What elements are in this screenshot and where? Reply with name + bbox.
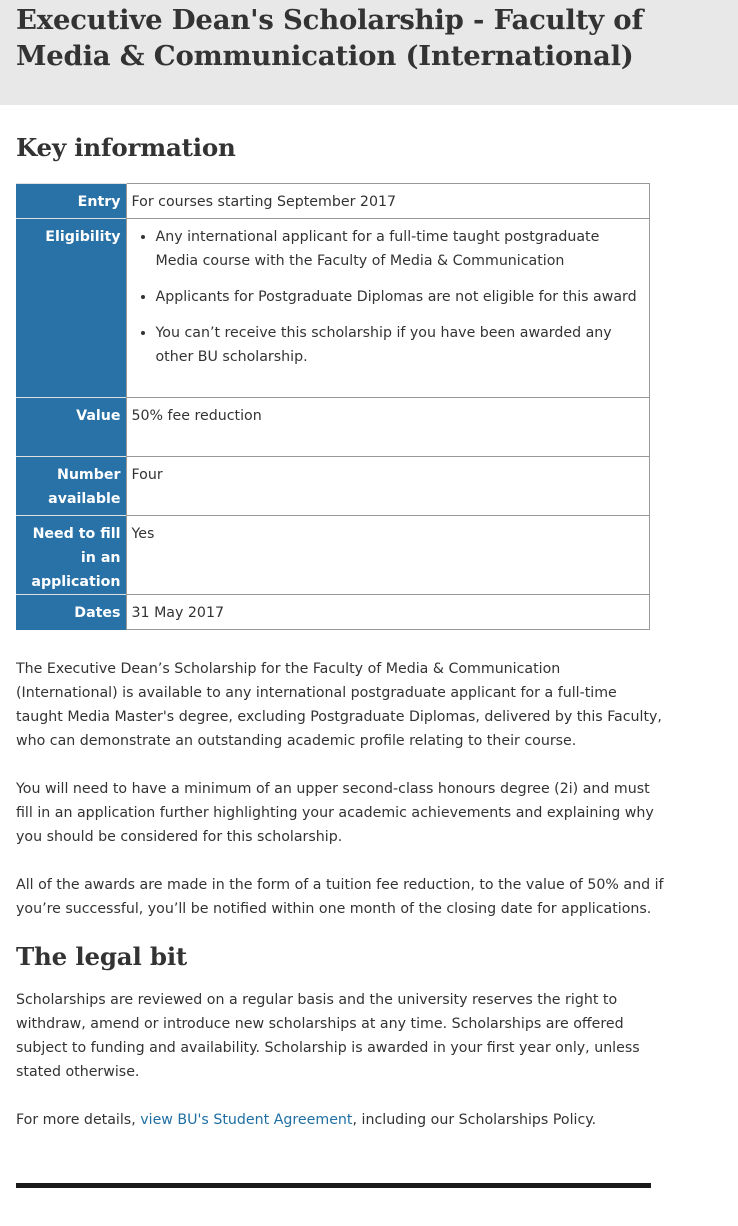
value-label: Value: [16, 398, 126, 457]
number-available-value: Four: [126, 457, 650, 516]
application-value: Yes: [126, 516, 650, 595]
legal-heading: The legal bit: [16, 942, 188, 971]
application-label: Need to fill in an application: [16, 516, 126, 595]
awards-paragraph: All of the awards are made in the form of a tuition fee reduction, to the value of 50% and if you’re successful, you’ll be notified within one month of the closing date for applications.: [16, 877, 664, 917]
table-row-number-available: [16, 457, 650, 516]
footer-divider: [16, 1183, 651, 1188]
description-paragraph: The Executive Dean’s Scholarship for the Faculty of Media & Communication (International) is available to any international postgraduate applicant for a full-time taught Media Master's degree, excluding Postgraduate Diplomas, delivered by this Faculty, who can demonstrate an outstanding academic profile relating to their course.: [16, 661, 662, 749]
list-item: • Applicants for Postgraduate Diplomas are not eligible for this award: [156, 285, 645, 309]
student-agreement-link[interactable]: view BU's Student Agreement: [140, 1112, 353, 1128]
requirements-paragraph: You will need to have a minimum of an upper second-class honours degree (2i) and must fill in an application further highlighting your academic achievements and explaining why you should be considered for this scholarship.: [16, 781, 654, 845]
key-information-heading: Key information: [16, 133, 236, 162]
eligibility-label: Eligibility: [16, 219, 126, 398]
details-paragraph: [16, 1108, 666, 1132]
key-information-table: [16, 183, 650, 630]
table-row-application: [16, 516, 650, 595]
eligibility-value: [126, 219, 650, 398]
page-header: [0, 0, 738, 105]
page-title: Executive Dean's Scholarship - Faculty of Media & Communication (International): [16, 4, 644, 72]
dates-value: 31 May 2017: [126, 595, 650, 630]
dates-label: Dates: [16, 595, 126, 630]
eligibility-list: [132, 225, 645, 369]
table-row-eligibility: [16, 219, 650, 398]
number-available-label: Number available: [16, 457, 126, 516]
details-prefix: For more details,: [16, 1112, 141, 1128]
list-item: • Any international applicant for a full-time taught postgraduate Media course with the Faculty of Media & Communication: [156, 225, 645, 273]
value-value: 50% fee reduction: [126, 398, 650, 457]
details-suffix: , including our Scholarships Policy.: [352, 1112, 597, 1128]
table-row-value: [16, 398, 650, 457]
table-row-entry: [16, 184, 650, 219]
entry-label: Entry: [16, 184, 126, 219]
entry-value: For courses starting September 2017: [126, 184, 650, 219]
table-row-dates: [16, 595, 650, 630]
legal-paragraph: Scholarships are reviewed on a regular basis and the university reserves the right to withdraw, amend or introduce new scholarships at any time. Scholarships are offered subject to funding and availability. Scholarship is awarded in your first year only, unless stated otherwise.: [16, 992, 640, 1080]
main-content: [0, 105, 682, 1132]
list-item: • You can’t receive this scholarship if you have been awarded any other BU scholarship.: [156, 321, 645, 369]
